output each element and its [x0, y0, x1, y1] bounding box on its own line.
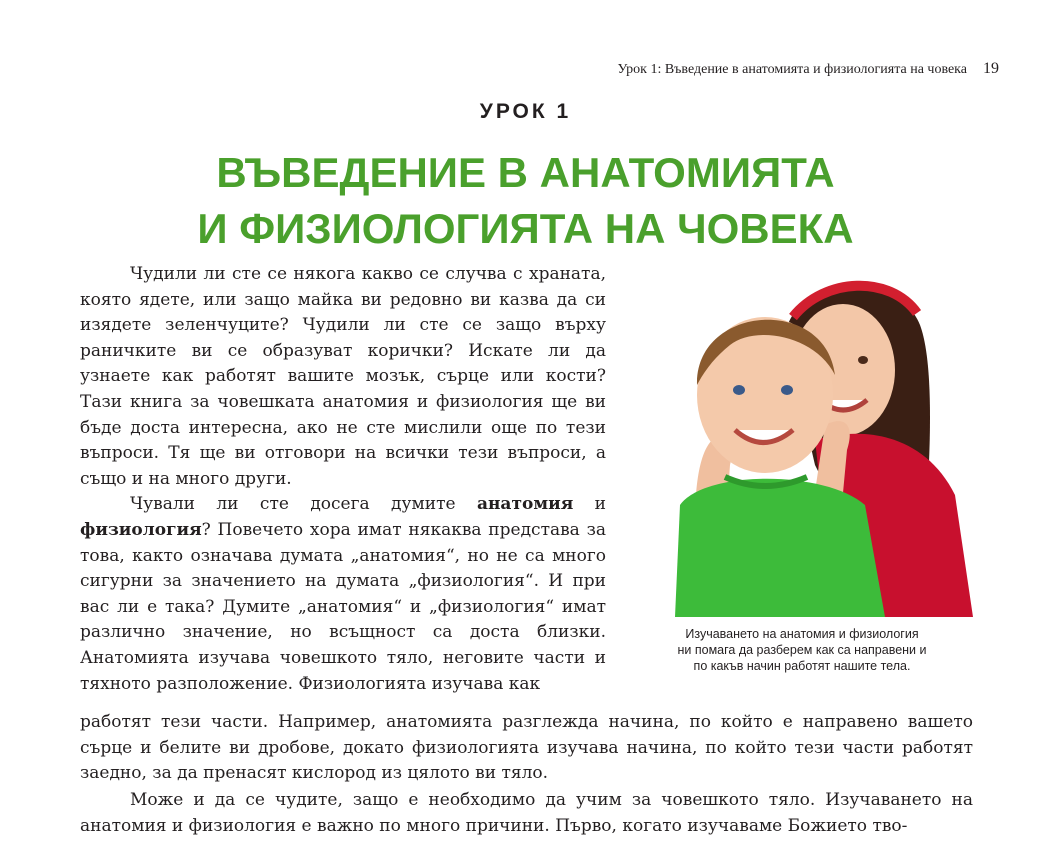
lesson-label: УРОК 1: [479, 100, 572, 123]
caption-line-3: по какъв начин работят нашите тела.: [693, 659, 911, 673]
paragraph-2-continued: работят тези части. Например, анатомията разглежда начина, по който е направено вашето сърце и белите ви дробове, докато физиологията изучава начина, по който тези части работят заедно, за да пренасят кислород из цялото ви тяло.: [80, 712, 973, 784]
page-number: 19: [983, 60, 999, 77]
paragraph-2: [80, 492, 606, 697]
title-line-2: И ФИЗИОЛОГИЯТА НА ЧОВЕКА: [197, 205, 854, 252]
caption-line-2: ни помага да разберем как са направени и: [677, 643, 927, 657]
caption-line-1: Изучаването на анатомия и физиология: [685, 627, 919, 641]
paragraph-3: Може и да се чудите, защо е необходимо да учим за човешкото тяло. Изучаването на анатомия и физиология е важно по много причини. Първо, когато изучаваме Божието тво-: [80, 790, 973, 836]
lesson-title: [0, 145, 1051, 257]
term-physiology: физиология: [80, 519, 202, 540]
and-word: и: [594, 494, 607, 515]
paragraph-2-rest: ? Повечето хора имат някаква представа за това, както означава думата „анатомия“, но не са много сигурни за значението на думата „физиология“. И при вас ли е така? Думите „анатомия“ и „физиология“ имат различно значение, но всъщност са доста близки. Анатомията изучава човешкото тяло, неговите части и тяхното разположение. Физиологията изучава как: [80, 519, 606, 694]
children-illustration: [635, 265, 973, 617]
term-anatomy: анатомия: [476, 494, 574, 515]
paragraph-2-intro: Чували ли сте досега думите: [130, 494, 456, 515]
title-line-1: ВЪВЕДЕНИЕ В АНАТОМИЯТА: [216, 149, 835, 196]
children-photo: [635, 265, 973, 617]
paragraph-1: Чудили ли сте се някога какво се случва с храната, която ядете, или защо майка ви редовно ви казва да си изядете зеленчуците? Чудили ли сте се защо върху раничките ви се образуват корички? Искате ли да узнаете как работят вашите мозък, сърце или кости? Тази книга за човешката анатомия и физиология ще ви бъде доста интересна, ако не сте мислили още по тези въпроси. Тя ще ви отговори на всички тези въпроси, а също и на много други.: [80, 264, 606, 489]
running-title: Урок 1: Въведение в анатомията и физиологията на човека: [617, 62, 967, 77]
running-header: [617, 60, 999, 78]
photo-caption: [632, 626, 972, 674]
left-column-text: [80, 262, 606, 697]
